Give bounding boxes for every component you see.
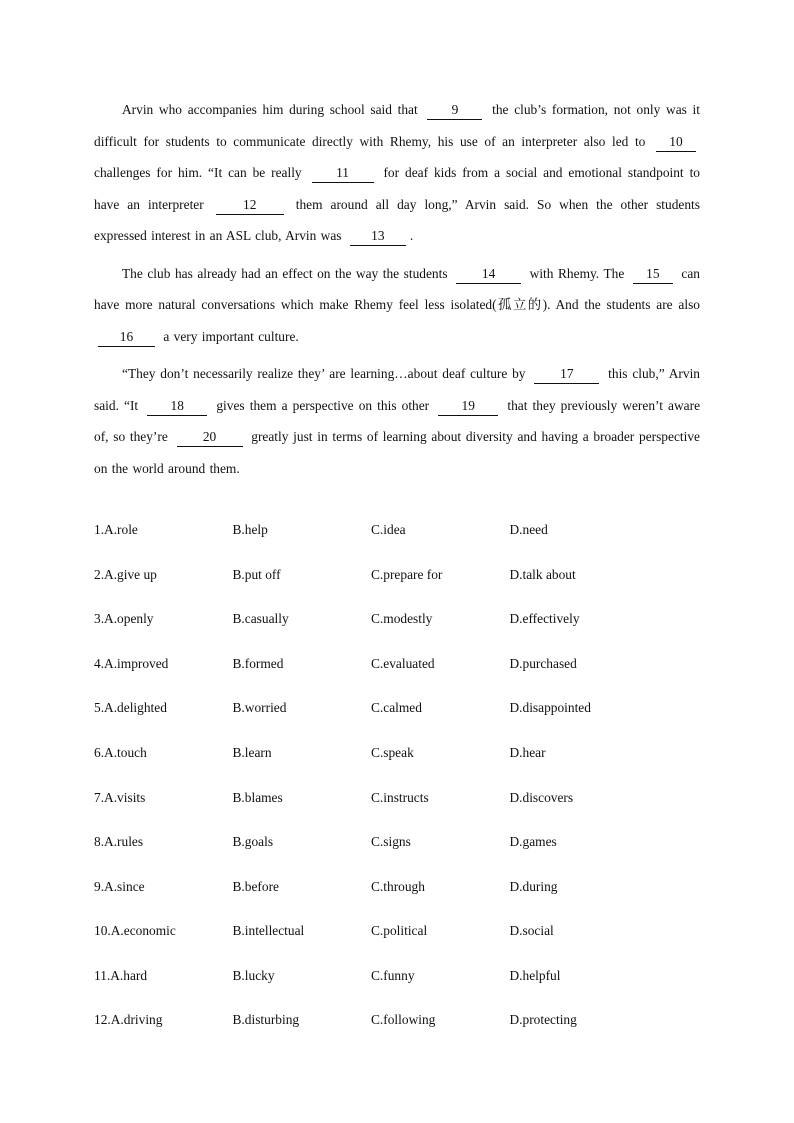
option-row: [94, 820, 704, 865]
option-c: C.calmed: [371, 700, 422, 716]
option-c: C.prepare for: [371, 566, 443, 582]
option-b: B.put off: [232, 566, 281, 582]
option-row: [94, 686, 704, 731]
option-c: C.speak: [371, 745, 414, 760]
option-a: 5.A.delighted: [94, 700, 167, 716]
option-c: C.political: [371, 923, 428, 939]
option-b: B.formed: [232, 655, 284, 671]
option-d: D.during: [509, 878, 558, 894]
text-segment: a very important culture.: [163, 328, 299, 344]
option-row: [94, 864, 704, 909]
option-a: 7.A.visits: [94, 789, 146, 805]
option-a: 11.A.hard: [94, 967, 148, 983]
option-b: B.before: [232, 878, 279, 894]
option-row: [94, 642, 704, 687]
text-segment: can have more natural conversations which make Rhemy feel less isolated(孤立的). And the students are also: [94, 265, 700, 312]
option-c: C.through: [371, 878, 425, 894]
option-a: 6.A.touch: [94, 745, 147, 760]
option-a: 8.A.rules: [94, 834, 144, 850]
blank-10: 10: [656, 133, 696, 152]
option-row: [94, 998, 704, 1043]
option-row: [94, 597, 704, 642]
option-b: B.lucky: [232, 967, 275, 983]
blank-9: 9: [427, 101, 482, 120]
text-segment: them around all day long,” Arvin said. So when the other students expressed interest in an ASL club, Arvin was: [94, 196, 700, 243]
text-segment: for deaf kids from a social and emotional standpoint to have an interpreter: [94, 165, 700, 212]
option-d: D.need: [509, 522, 548, 538]
text-segment: challenges for him. “It can be really: [94, 165, 302, 180]
text-segment: that they previously weren’t aware of, so they’re: [94, 397, 701, 444]
text-segment: the club’s formation, not only was it difficult for students to communicate directly with Rhemy, his use of an interpreter also led to: [94, 102, 700, 149]
option-d: D.discovers: [509, 789, 574, 805]
text-segment: The club has already had an effect on the way the students: [122, 265, 448, 281]
blank-15: 15: [633, 265, 673, 284]
blank-18: 18: [147, 397, 207, 416]
option-row: [94, 775, 704, 820]
option-d: D.disappointed: [509, 700, 591, 716]
option-d: D.helpful: [509, 967, 561, 983]
option-d: D.effectively: [509, 611, 580, 627]
option-row: [94, 953, 704, 998]
text-segment: gives them a perspective on this other: [216, 397, 430, 413]
paragraph-2: [94, 258, 700, 353]
option-c: C.modestly: [371, 611, 433, 627]
blank-13: 13: [350, 227, 406, 246]
paragraph-1: [94, 94, 700, 252]
text-segment: “They don’t necessarily realize they’ are learning…about deaf culture by: [122, 366, 526, 381]
text-segment: greatly just in terms of learning about diversity and having a broader perspective on the world around them.: [94, 429, 700, 476]
blank-16: 16: [98, 328, 155, 347]
option-row: [94, 909, 704, 954]
option-d: D.social: [509, 923, 554, 939]
option-b: B.blames: [232, 789, 283, 805]
text-segment: with Rhemy. The: [529, 265, 625, 281]
option-c: C.evaluated: [371, 655, 435, 671]
blank-19: 19: [438, 397, 498, 416]
option-b: B.help: [232, 522, 268, 538]
option-b: B.goals: [232, 834, 274, 850]
answer-options: [94, 508, 704, 1043]
passage: [94, 94, 700, 490]
option-a: 1.A.role: [94, 522, 138, 538]
blank-11: 11: [312, 164, 374, 183]
option-row: [94, 553, 704, 598]
blank-12: 12: [216, 196, 284, 215]
blank-20: 20: [177, 428, 243, 447]
text-segment: Arvin who accompanies him during school said that: [122, 102, 418, 117]
option-c: C.instructs: [371, 789, 429, 805]
option-b: B.casually: [232, 611, 289, 627]
option-row: [94, 731, 704, 776]
option-b: B.disturbing: [232, 1012, 300, 1028]
text-segment: .: [409, 228, 414, 243]
text-segment: this club,” Arvin said. “It: [94, 366, 700, 413]
option-a: 4.A.improved: [94, 655, 169, 671]
option-c: C.idea: [371, 522, 406, 538]
option-a: 2.A.give up: [94, 566, 157, 582]
option-b: B.worried: [232, 700, 287, 716]
option-a: 9.A.since: [94, 878, 145, 894]
option-a: 3.A.openly: [94, 611, 154, 627]
option-c: C.signs: [371, 834, 411, 850]
option-a: 12.A.driving: [94, 1012, 163, 1028]
option-a: 10.A.economic: [94, 923, 176, 939]
option-b: B.intellectual: [232, 923, 305, 939]
option-c: C.funny: [371, 967, 415, 983]
option-d: D.purchased: [509, 655, 577, 671]
option-row: [94, 508, 704, 553]
option-d: D.talk about: [509, 566, 576, 582]
option-b: B.learn: [232, 745, 272, 760]
option-c: C.following: [371, 1012, 436, 1028]
option-d: D.protecting: [509, 1012, 577, 1028]
option-d: D.hear: [509, 745, 546, 760]
option-d: D.games: [509, 834, 557, 850]
blank-14: 14: [456, 265, 521, 284]
paragraph-3: [94, 358, 700, 484]
blank-17: 17: [534, 365, 599, 384]
